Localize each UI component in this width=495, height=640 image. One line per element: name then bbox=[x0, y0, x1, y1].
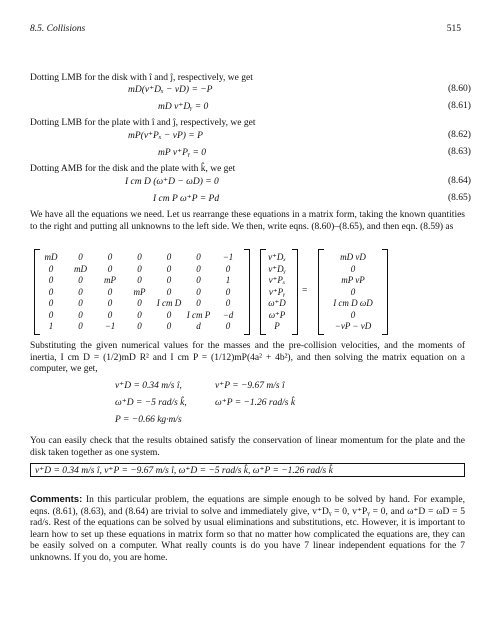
matrix-cell: 0 bbox=[137, 252, 142, 262]
matrix-cell: 0 bbox=[166, 309, 172, 320]
equation-8-65: I cm P ω⁺P = Pd bbox=[153, 194, 220, 204]
rhs-cell: 0 bbox=[350, 286, 356, 297]
unknown-cell: ω⁺P bbox=[268, 309, 286, 320]
matrix-cell: 0 bbox=[48, 309, 54, 320]
result-omegaD: ω⁺D = −5 rad/s k̂, bbox=[115, 398, 187, 408]
paragraph-conservation: You can easily check that the results obtained satisfy the conservation of linear momentum for the plate and the disk taken together as one system. bbox=[30, 436, 465, 458]
matrix-cell: 0 bbox=[107, 309, 113, 320]
section-title: 8.5. Collisions bbox=[30, 24, 86, 34]
matrix-cell: I cm D bbox=[156, 298, 182, 308]
rhs-cell: mD vD bbox=[340, 252, 366, 262]
unknown-cell: v⁺Dᵧ bbox=[268, 263, 286, 274]
equation-8-63: mP v⁺Pᵧ = 0 bbox=[158, 148, 207, 158]
paragraph-matrix-intro: We have all the equations we need. Let us rearrange these equations in a matrix form, taking the known quantities to the right and putting all unknowns to the left side. We then, write eqns. (8.60)–(8.65), and then eqn. (8.59) as bbox=[30, 210, 465, 232]
matrix-right-bracket bbox=[244, 249, 250, 335]
unknown-cell: ω⁺D bbox=[268, 298, 286, 308]
matrix-cell: mP bbox=[104, 275, 116, 285]
matrix-cell: 0 bbox=[196, 275, 201, 285]
matrix-cell: 0 bbox=[166, 252, 172, 262]
matrix-cell: 0 bbox=[107, 298, 113, 308]
rhs-cell: 0 bbox=[350, 309, 356, 320]
equation-number-8-64: (8.64) bbox=[448, 176, 471, 186]
matrix-cell: 1 bbox=[225, 275, 231, 285]
equation-number-8-65: (8.65) bbox=[448, 193, 471, 203]
matrix-cell: 0 bbox=[78, 309, 83, 320]
rhs-cell: 0 bbox=[350, 263, 356, 274]
result-vP: v⁺P = −9.67 m/s î bbox=[215, 381, 285, 391]
matrix-cell: 0 bbox=[78, 298, 83, 308]
matrix-cell: 0 bbox=[196, 252, 201, 262]
matrix-cell: 0 bbox=[196, 298, 201, 308]
paragraph-substitution: Substituting the given numerical values for the masses and the pre-collision velocities, and the moments of inertia, I cm D = (1/2)mD R² and I cm P = (1/12)mP(4a² + 4b²), and then solving the matrix equation on a computer, we get, bbox=[30, 341, 465, 374]
matrix-cell: mP bbox=[133, 286, 146, 297]
matrix-cell: 0 bbox=[78, 275, 83, 285]
comments-label: Comments: bbox=[30, 494, 83, 505]
equation-8-61: mD v⁺Dᵧ = 0 bbox=[158, 102, 209, 112]
rhs-cell: I cm D ωD bbox=[333, 298, 373, 308]
equation-8-62: mP(v⁺Pₓ − vP) = P bbox=[128, 131, 203, 141]
matrix-cell: 0 bbox=[107, 286, 113, 297]
matrix-cell: mD bbox=[74, 263, 87, 274]
matrix-cell: mD bbox=[44, 252, 58, 262]
lmb-disk-intro: Dotting LMB for the disk with î and ĵ, respectively, we get bbox=[30, 73, 253, 83]
equation-8-60: mD(v⁺Dₓ − vD) = −P bbox=[128, 85, 213, 95]
lmb-plate-intro: Dotting LMB for the plate with î and ĵ, respectively, we get bbox=[30, 118, 256, 128]
matrix-cell: 0 bbox=[78, 321, 83, 331]
equation-8-64: I cm D (ω⁺D − ωD) = 0 bbox=[125, 177, 219, 187]
matrix-cell: 0 bbox=[166, 263, 172, 274]
comments-paragraph bbox=[30, 494, 465, 564]
matrix-cell: 0 bbox=[48, 286, 54, 297]
matrix-cell: 0 bbox=[137, 298, 142, 308]
amb-intro: Dotting AMB for the disk and the plate with k̂, we get bbox=[30, 164, 236, 174]
matrix-cell: 0 bbox=[78, 286, 83, 297]
matrix-cell: −1 bbox=[222, 252, 234, 262]
rhs-cell: −vP − vD bbox=[334, 321, 372, 331]
equals-sign: = bbox=[302, 286, 308, 296]
equation-number-8-62: (8.62) bbox=[448, 130, 471, 140]
matrix-cell: 0 bbox=[225, 263, 231, 274]
equation-number-8-60: (8.60) bbox=[448, 84, 471, 94]
matrix-cell: 0 bbox=[137, 263, 142, 274]
matrix-cell: −d bbox=[222, 309, 234, 320]
matrix-cell: 0 bbox=[225, 298, 231, 308]
matrix-cell: 0 bbox=[137, 309, 142, 320]
matrix-cell: 0 bbox=[166, 286, 172, 297]
unknown-cell: v⁺Pₓ bbox=[268, 275, 286, 285]
equation-number-8-63: (8.63) bbox=[448, 147, 471, 157]
matrix-cell: 0 bbox=[48, 298, 54, 308]
unknown-cell: P bbox=[274, 321, 280, 331]
matrix-cell: 0 bbox=[137, 321, 142, 331]
vector-right-bracket bbox=[292, 249, 298, 335]
unknown-cell: v⁺Pᵧ bbox=[268, 286, 286, 297]
result-P: P = −0.66 kg·m/s bbox=[115, 415, 182, 425]
result-omegaP: ω⁺P = −1.26 rad/s k̂ bbox=[215, 398, 296, 408]
matrix-cell: 0 bbox=[225, 321, 231, 331]
running-header bbox=[30, 24, 461, 38]
matrix-cell: 0 bbox=[107, 263, 113, 274]
result-vD: v⁺D = 0.34 m/s î, bbox=[115, 381, 182, 391]
unknown-cell: v⁺Dₓ bbox=[268, 252, 286, 262]
equation-number-8-61: (8.61) bbox=[448, 101, 471, 111]
matrix-cell: −1 bbox=[104, 321, 116, 331]
rhs-cell: mP vP bbox=[341, 275, 365, 285]
matrix-cell: 1 bbox=[48, 321, 54, 331]
matrix-cell: 0 bbox=[196, 286, 201, 297]
matrix-cell: 0 bbox=[137, 275, 142, 285]
matrix-cell: 0 bbox=[196, 263, 201, 274]
matrix-cell: I cm P bbox=[186, 309, 211, 320]
matrix-cell: 0 bbox=[225, 286, 231, 297]
matrix-cell: 0 bbox=[107, 252, 113, 262]
page-number: 515 bbox=[446, 24, 461, 34]
matrix-cell: 0 bbox=[166, 321, 172, 331]
matrix-cell: 0 bbox=[166, 275, 172, 285]
comments-text: In this particular problem, the equations are simple enough to be solved by hand. For example, eqns. (8.61), (8.63), and (8.64) are trivial to solve and immediately give, v⁺Dᵧ = 0, v⁺Pᵧ = 0, and ω⁺D = ωD = 5 rad/s. Rest of the equations can be solved by usual eliminations and substitutions, etc. However, it is important to learn how to set up these equations in matrix form so that no matter how complicated the equations are, they can be easily solved on a computer. What really counts is do you have 7 linear independent equations for the 7 unknowns. If you do, you are home. bbox=[30, 495, 465, 563]
matrix-cell: 0 bbox=[48, 275, 54, 285]
matrix-cell: d bbox=[196, 321, 201, 331]
boxed-result: v⁺D = 0.34 m/s î, v⁺P = −9.67 m/s î, ω⁺D = −5 rad/s k̂, ω⁺P = −1.26 rad/s k̂ bbox=[30, 463, 465, 477]
matrix-cell: 0 bbox=[78, 252, 83, 262]
matrix-cell: 0 bbox=[48, 263, 54, 274]
